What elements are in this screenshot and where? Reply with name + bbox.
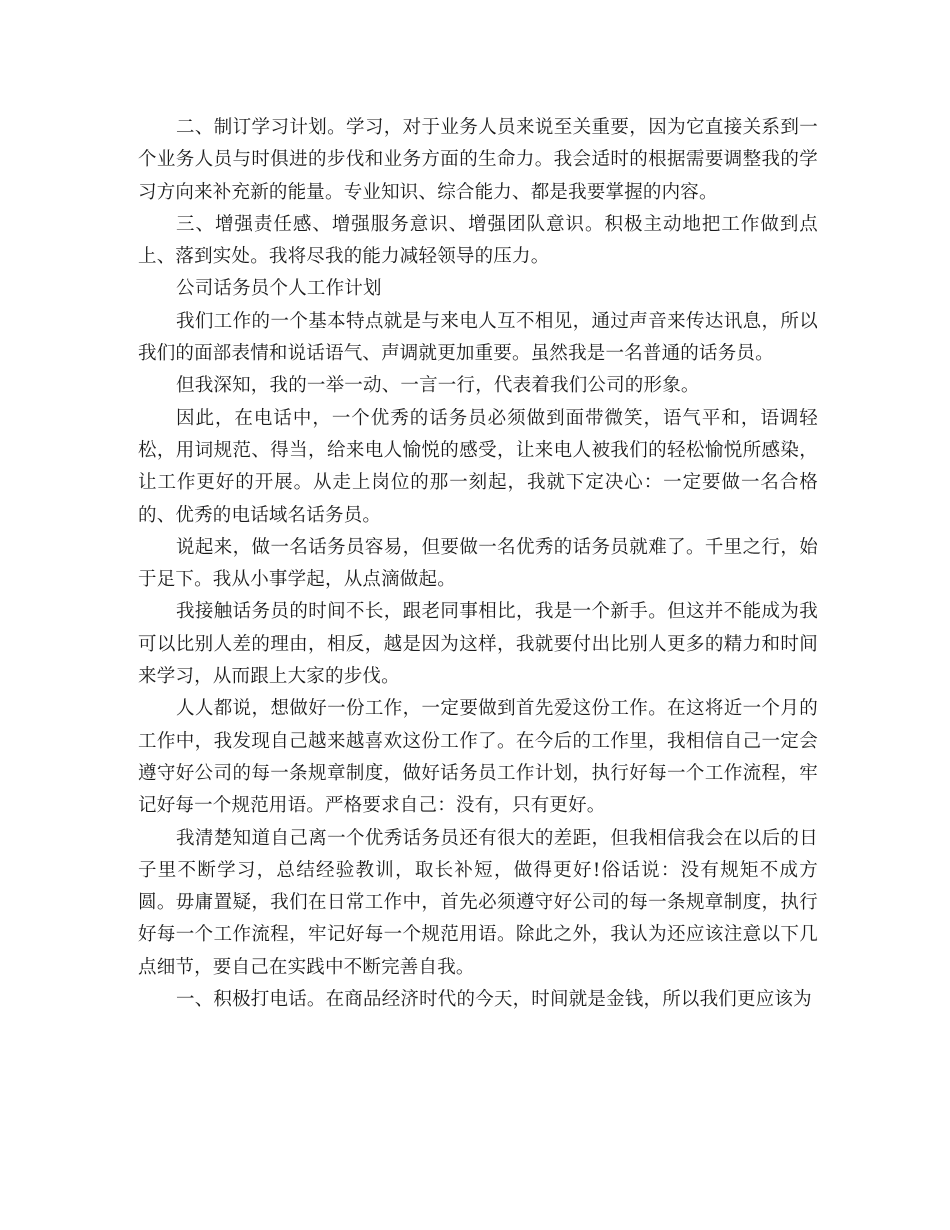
- paragraph-company-image: 但我深知，我的一举一动、一言一行，代表着我们公司的形象。: [176, 375, 700, 397]
- paragraph-newcomer: 我接触话务员的时间不长，跟老同事相比，我是一个新手。但这并不能成为我可以比别人差的理由，相反，越是因为这样，我就要付出比别人更多的精力和时间来学习，从而跟上大家的步伐。: [138, 601, 818, 688]
- paragraph-study-plan: 二、制订学习计划。学习，对于业务人员来说至关重要，因为它直接关系到一个业务人员与时俱进的步伐和业务方面的生命力。我会适时的根据需要调整我的学习方向来补充新的能量。专业知识、综合能力、都是我要掌握的内容。: [138, 117, 818, 203]
- paragraph-improve: 我清楚知道自己离一个优秀话务员还有很大的差距，但我相信我会在以后的日子里不断学习，总结经验教训，取长补短，做得更好!俗话说：没有规矩不成方圆。毋庸置疑，我们在日常工作中，首先必须遵守好公司的每一条规章制度，执行好每一个工作流程，牢记好每一个规范用语。除此之外，我认为还应该注意以下几点细节，要自己在实践中不断完善自我。: [138, 827, 818, 978]
- paragraph-make-calls: 一、积极打电话。在商品经济时代的今天，时间就是金钱，所以我们更应该为: [176, 989, 812, 1011]
- paragraph-love-work: 人人都说，想做好一份工作，一定要做到首先爱这份工作。在这将近一个月的工作中，我发现自己越来越喜欢这份工作了。在今后的工作里，我相信自己一定会遵守好公司的每一条规章制度，做好话务员工作计划，执行好每一个工作流程，牢记好每一个规范用语。严格要求自己：没有，只有更好。: [138, 698, 818, 817]
- section-heading: 公司话务员个人工作计划: [176, 278, 382, 300]
- paragraph-responsibility: 三、增强责任感、增强服务意识、增强团队意识。积极主动地把工作做到点上、落到实处。我将尽我的能力减轻领导的压力。: [138, 213, 818, 268]
- document-body: [138, 112, 818, 1016]
- paragraph-phone-manner: 因此，在电话中，一个优秀的话务员必须做到面带微笑，语气平和，语调轻松，用词规范、得当，给来电人愉悦的感受，让来电人被我们的轻松愉悦所感染，让工作更好的开展。从走上岗位的那一刻起，我就下定决心：一定要做一名合格的、优秀的电话域名话务员。: [138, 407, 818, 526]
- paragraph-work-feature: 我们工作的一个基本特点就是与来电人互不相见，通过声音来传达讯息，所以我们的面部表情和说话语气、声调就更加重要。虽然我是一名普通的话务员。: [138, 310, 818, 365]
- paragraph-start-small: 说起来，做一名话务员容易，但要做一名优秀的话务员就难了。千里之行，始于足下。我从小事学起，从点滴做起。: [138, 536, 818, 591]
